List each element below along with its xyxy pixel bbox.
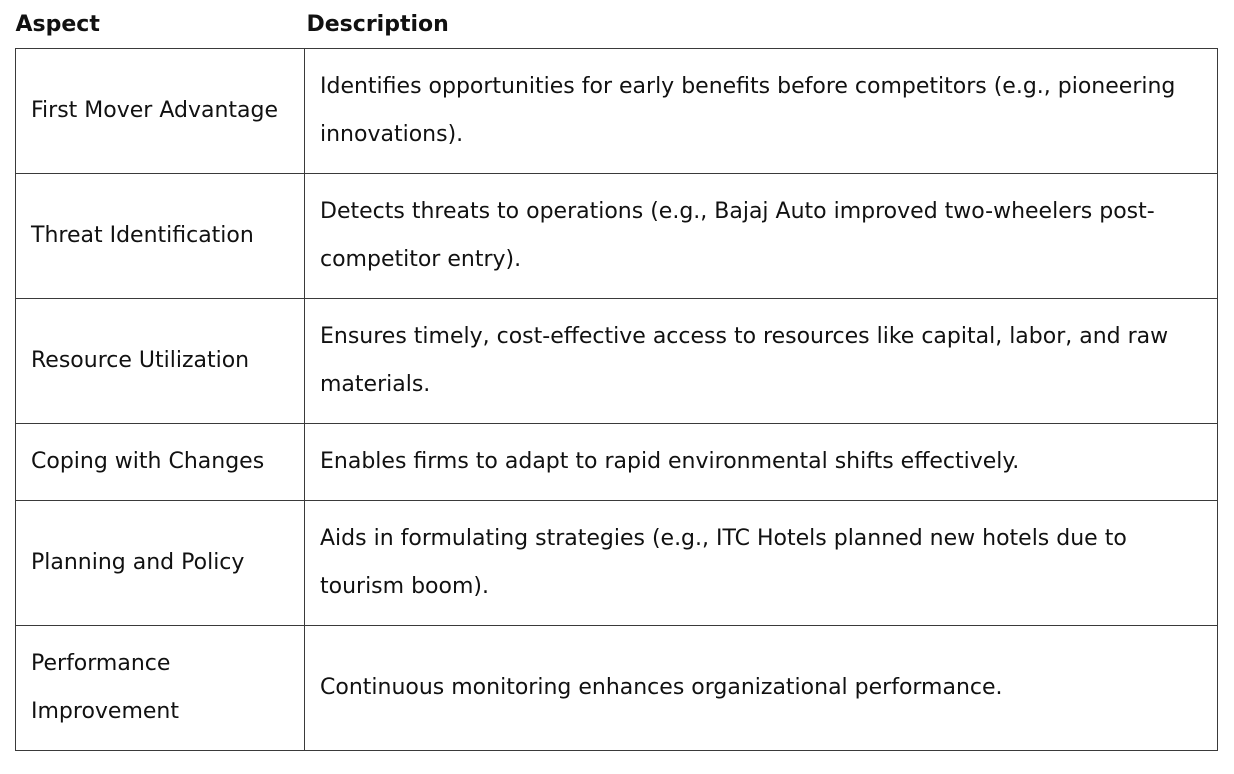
table-row [16,424,1218,501]
aspect-cell: First Mover Advantage [16,49,305,174]
aspect-cell: Threat Identification [16,174,305,299]
aspect-table [15,0,1218,751]
description-cell: Detects threats to operations (e.g., Bajaj Auto improved two-wheelers post-competitor entry). [305,174,1218,299]
description-cell: Ensures timely, cost-effective access to resources like capital, labor, and raw materials. [305,299,1218,424]
table-header-row [16,0,1218,49]
header-aspect: Aspect [15,11,100,37]
description-cell: Aids in formulating strategies (e.g., ITC Hotels planned new hotels due to tourism boom). [305,501,1218,626]
description-cell: Identifies opportunities for early benefits before competitors (e.g., pioneering innovations). [305,49,1218,174]
table-row [16,299,1218,424]
table-container [15,0,1217,751]
table-row [16,501,1218,626]
aspect-cell: Resource Utilization [16,299,305,424]
description-cell: Continuous monitoring enhances organizational performance. [305,626,1218,751]
description-cell: Enables firms to adapt to rapid environmental shifts effectively. [305,424,1218,501]
header-description: Description [306,11,449,37]
table-row [16,49,1218,174]
aspect-cell: Performance Improvement [16,626,305,751]
aspect-cell: Coping with Changes [16,424,305,501]
table-row [16,626,1218,751]
table-row [16,174,1218,299]
aspect-cell: Planning and Policy [16,501,305,626]
